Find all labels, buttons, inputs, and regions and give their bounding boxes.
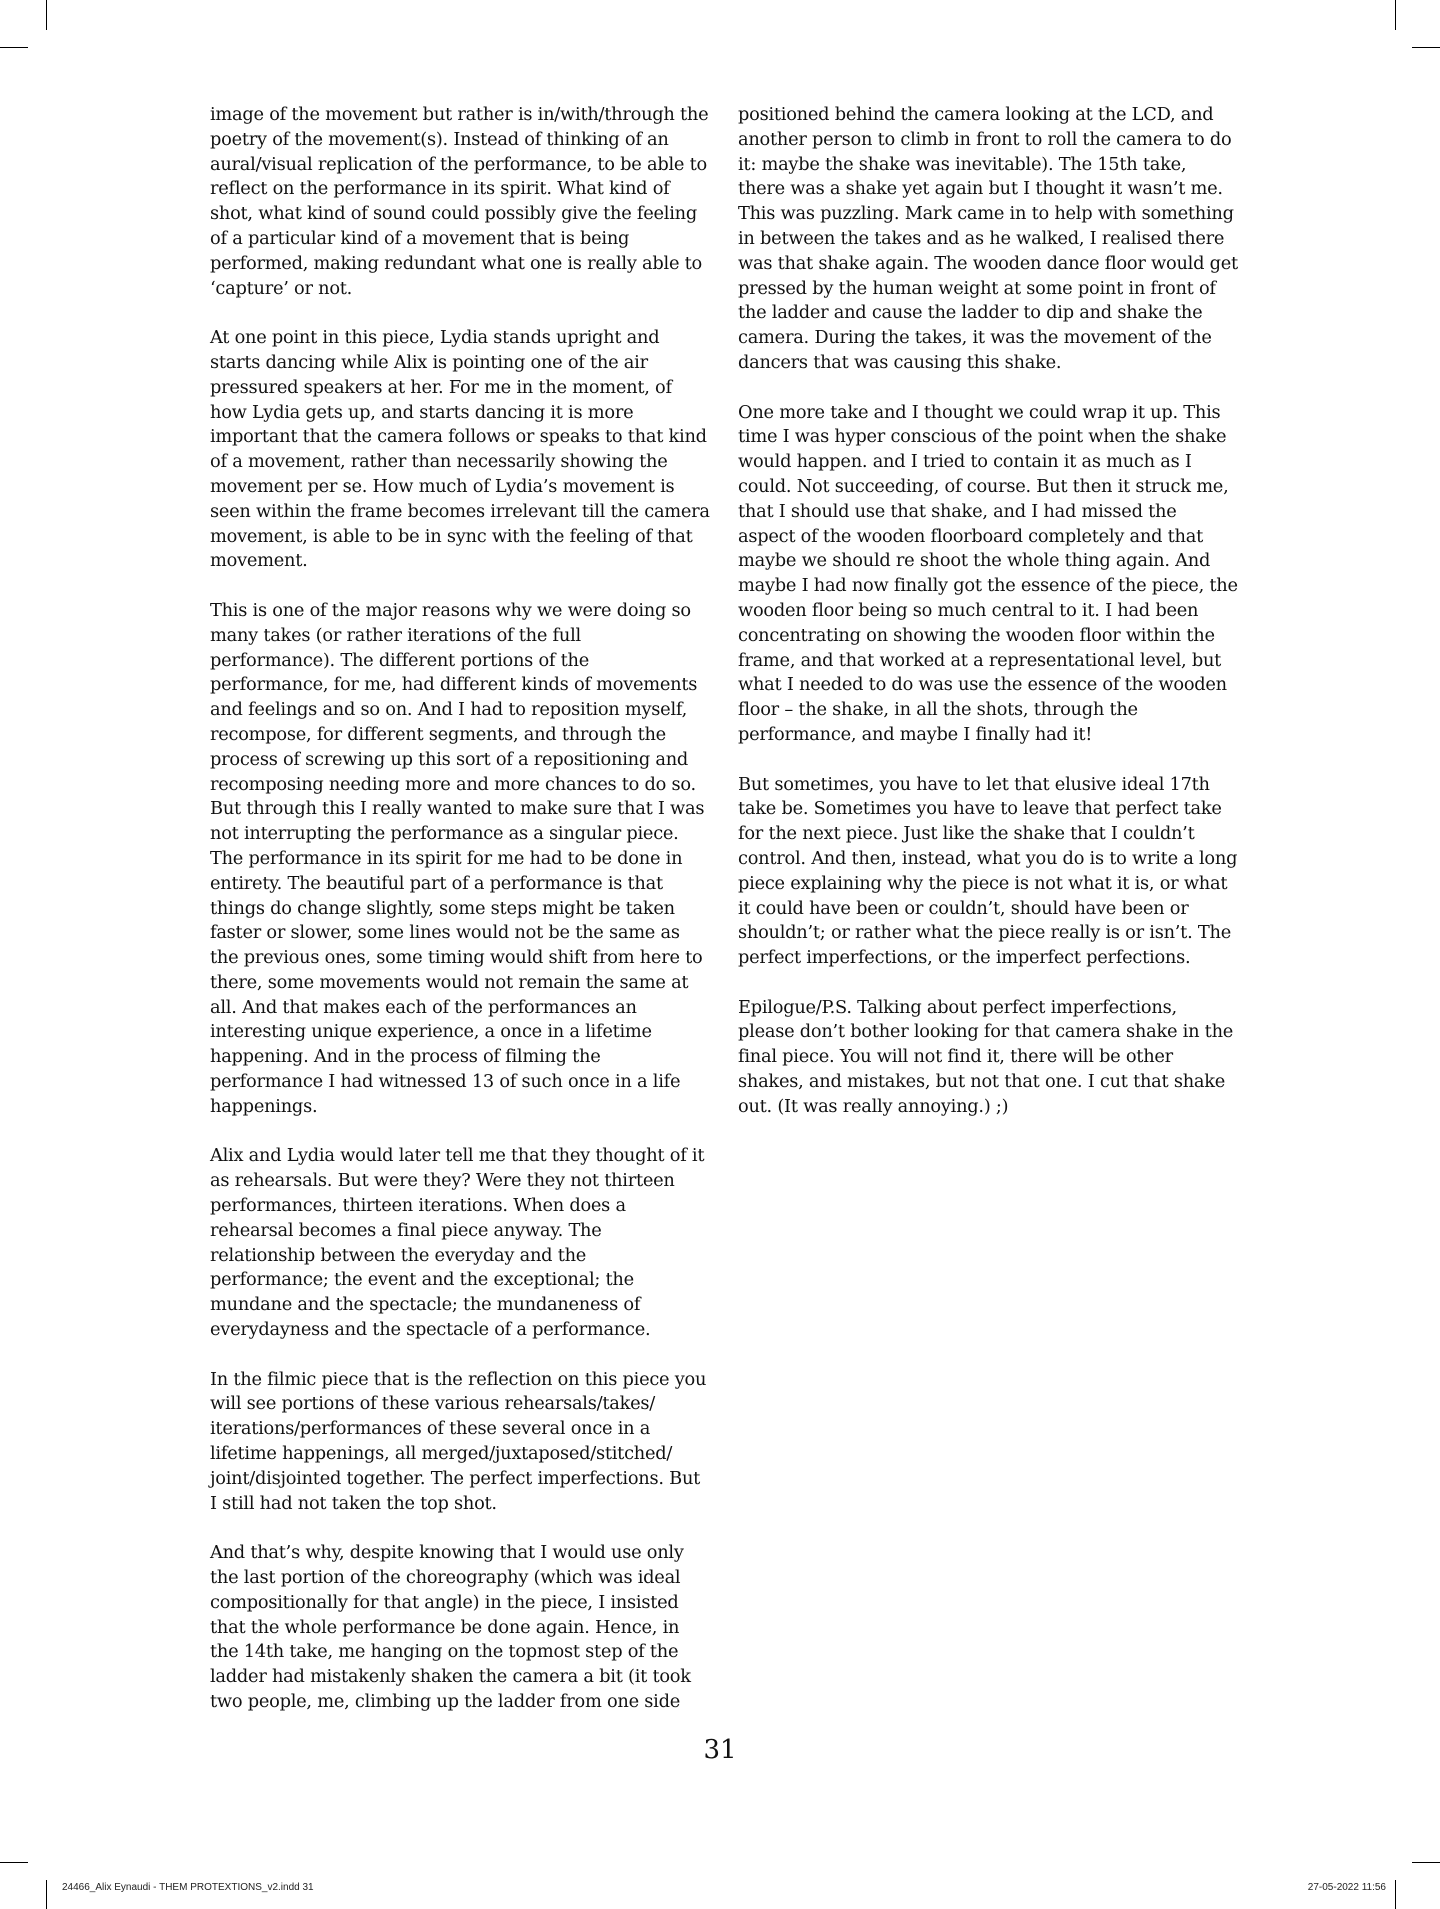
crop-mark	[46, 0, 47, 30]
left-text-column	[210, 103, 710, 1740]
paragraph: And that’s why, despite knowing that I would use only the last portion of the choreography (which was ideal compositionally for that angle) in the piece, I insisted that the whole performance be done again. Hence, in the 14th take, me hanging on the topmost step of the ladder had mistakenly shaken the camera a bit (it took two people, me, climbing up the ladder from one side	[210, 1542, 691, 1712]
paragraph: Epilogue/P.S. Talking about perfect imperfections, please don’t bother looking for that camera shake in the final piece. You will not find it, there will be other shakes, and mistakes, but not that one. I cut that shake out. (It was really annoying.) ;)	[738, 996, 1234, 1117]
paragraph: But sometimes, you have to let that elusive ideal 17th take be. Sometimes you have to leave that perfect take for the next piece. Just like the shake that I couldn’t control. And then, instead, what you do is to write a long piece explaining why the piece is not what it is, or what it could have been or couldn’t, should have been or shouldn’t; or rather what the piece really is or isn’t. The perfect imperfections, or the imperfect perfections.	[738, 773, 1238, 969]
crop-mark	[1412, 47, 1440, 48]
paragraph: At one point in this piece, Lydia stands upright and starts dancing while Alix is pointing one of the air pressured speakers at her. For me in the moment, of how Lydia gets up, and starts dancing it is more important that the camera follows or speaks to that kind of a movement, rather than necessarily showing the movement per se. How much of Lydia’s movement is seen within the frame becomes irrelevant till the camera movement, is able to be in sync with the feeling of that movement.	[210, 327, 710, 572]
crop-mark	[46, 1880, 47, 1909]
crop-mark	[1395, 0, 1396, 30]
paragraph: This is one of the major reasons why we were doing so many takes (or rather iterations of the full performance). The different portions of the performance, for me, had different kinds of movements and feelings and so on. And I had to reposition myself, recompose, for different segments, and through the process of screwing up this sort of a repositioning and recomposing needing more and more chances to do so. But through this I really wanted to make sure that I was not interrupting the performance as a singular piece. The performance in its spirit for me had to be done in entirety. The beautiful part of a performance is that things do change slightly, some steps might be taken faster or slower, some lines would not be the same as the previous ones, some timing would shift from here to there, some movements would not remain the same at all. And that makes each of the performances an interesting unique experience, a once in a lifetime happening. And in the process of filming the performance I had witnessed 13 of such once in a life happenings.	[210, 599, 705, 1117]
crop-mark	[0, 1862, 28, 1863]
right-text-column	[738, 103, 1238, 1144]
page-number: 31	[703, 1735, 737, 1765]
print-slug-date: 27-05-2022 11:56	[1307, 1882, 1386, 1893]
paragraph: One more take and I thought we could wrap it up. This time I was hyper conscious of the point when the shake would happen. and I tried to contain it as much as I could. Not succeeding, of course. But then it struck me, that I should use that shake, and I had missed the aspect of the wooden floorboard completely and that maybe we should re shoot the whole thing again. And maybe I had now finally got the essence of the piece, the wooden floor being so much central to it. I had been concentrating on showing the wooden floor within the frame, and that worked at a representational level, but what I needed to do was use the essence of the wooden floor – the shake, in all the shots, through the performance, and maybe I finally had it!	[738, 401, 1238, 745]
crop-mark	[1395, 1880, 1396, 1909]
paragraph: Alix and Lydia would later tell me that they thought of it as rehearsals. But were they? Were they not thirteen performances, thirteen iterations. When does a rehearsal becomes a final piece anyway. The relationship between the everyday and the performance; the event and the exceptional; the mundane and the spectacle; the mundaneness of everydayness and the spectacle of a performance.	[210, 1145, 705, 1341]
crop-mark	[1412, 1862, 1440, 1863]
paragraph: positioned behind the camera looking at the LCD, and another person to climb in front to roll the camera to do it: maybe the shake was inevitable). The 15th take, there was a shake yet again but I thought it wasn’t me. This was puzzling. Mark came in to help with something in between the takes and as he walked, I realised there was that shake again. The wooden dance floor would get pressed by the human weight at some point in front of the ladder and cause the ladder to dip and shake the camera. During the takes, it was the movement of the dancers that was causing this shake.	[738, 104, 1238, 373]
paragraph: In the filmic piece that is the reflection on this piece you will see portions of these various rehearsals/takes/ iterations/performances of these several once in a lifetime happenings, all merged/juxtaposed/stitched/ joint/disjointed together. The perfect imperfections. But I still had not taken the top shot.	[210, 1368, 707, 1514]
crop-mark	[0, 47, 28, 48]
print-slug-filename: 24466_Alix Eynaudi - THEM PROTEXTIONS_v2.indd 31	[62, 1882, 314, 1893]
paragraph: image of the movement but rather is in/with/through the poetry of the movement(s). Instead of thinking of an aural/visual replication of the performance, to be able to reflect on the performance in its spirit. What kind of shot, what kind of sound could possibly give the feeling of a particular kind of a movement that is being performed, making redundant what one is really able to ‘capture’ or not.	[210, 104, 709, 299]
